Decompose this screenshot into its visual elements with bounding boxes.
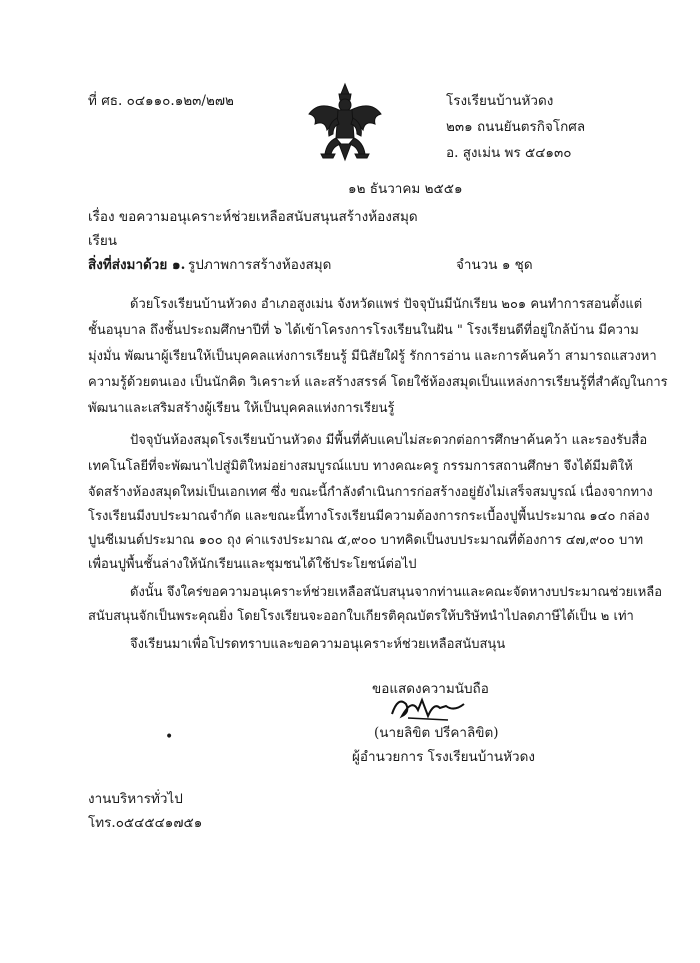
paragraph-line: ความรู้ด้วยตนเอง เป็นนักคิด วิเคราะห์ และสร้างสรรค์ โดยใช้ห้องสมุดเป็นแหล่งการเรียนรู้ที่สำคัญในการ [88,375,668,390]
signer-name: (นายลิขิต ปรีคาลิขิต) [374,725,499,741]
paragraph-line: ชั้นอนุบาล ถึงชั้นประถมศึกษาปีที่ ๖ ได้เข้าโครงการโรงเรียนในฝัน " โรงเรียนดีที่อยู่ใกล้บ้าน มีความ [88,323,639,338]
salutation: เรียน [88,233,118,249]
paragraph-line: มุ่งมั่น พัฒนาผู้เรียนให้เป็นบุคคลแห่งการเรียนรู้ มีนิสัยใฝ่รู้ รักการอ่าน และการค้นคว้า สามารถแสวงหา [88,349,657,364]
enclosure-label: สิ่งที่ส่งมาด้วย ๑. [88,257,186,273]
paragraph-line: สนับสนุนจักเป็นพระคุณยิ่ง โดยโรงเรียนจะออกใบเกียรติคุณบัตรให้บริษัทนำไปลดภาษีได้เป็น ๒ เท่า [88,609,634,624]
paragraph-line: โรงเรียนมีงบประมาณจำกัด และขณะนี้ทางโรงเรียนมีความต้องการกระเบื้องปูพื้นประมาณ ๑๔๐ กล่อง [88,509,650,524]
school-district: อ. สูงเม่น พร ๕๔๑๓๐ [446,145,572,161]
paragraph-line: พัฒนาและเสริมสร้างผู้เรียน ให้เป็นบุคคลแห่งการเรียนรู้ [88,401,395,416]
school-name: โรงเรียนบ้านหัวดง [446,93,554,109]
paragraph-line: ดังนั้น จึงใคร่ขอความอนุเคราะห์ช่วยเหลือสนับสนุนจากท่านและคณะจัดหางบประมาณช่วยเหลือ [130,585,663,600]
school-street: ๒๓๑ ถนนยันตรกิจโกศล [446,119,586,135]
paragraph-line: ด้วยโรงเรียนบ้านหัวดง อำเภอสูงเม่น จังหวัดแพร่ ปัจจุบันมีนักเรียน ๒๐๑ คนทำการสอนตั้งแต่ [130,297,643,312]
paragraph-line: เพื่อนปูพื้นชั้นล่างให้นักเรียนและชุมชนได้ใช้ประโยชน์ต่อไป [88,557,417,572]
subject-line: เรื่อง ขอความอนุเคราะห์ช่วยเหลือสนับสนุนสร้างห้องสมุด [88,209,418,225]
paragraph-line: จึงเรียนมาเพื่อโปรดทราบและขอความอนุเคราะห์ช่วยเหลือสนับสนุน [130,637,506,652]
closing: ขอแสดงความนับถือ [372,681,489,697]
enclosure-item: รูปภาพการสร้างห้องสมุด [188,257,332,273]
enclosure-quantity: จำนวน ๑ ชุด [456,257,533,273]
stray-dot: • [165,729,174,745]
garuda-emblem-icon [305,80,385,170]
paragraph-line: ปัจจุบันห้องสมุดโรงเรียนบ้านหัวดง มีพื้นที่คับแคบไม่สะดวกต่อการศึกษาค้นคว้า และรองรับสื่อ [130,433,648,448]
department: งานบริหารทั่วไป [88,791,183,807]
paragraph-line: ปูนซีเมนต์ประมาณ ๑๐๐ ถุง ค่าแรงประมาณ ๕,๙๐๐ บาทคิดเป็นงบประมาณที่ต้องการ ๔๗,๙๐๐ บาท [88,533,644,548]
phone: โทร.๐๕๔๕๔๑๗๕๑ [88,815,203,831]
signature-mark [388,690,468,724]
signer-title: ผู้อำนวยการ โรงเรียนบ้านหัวดง [352,749,535,765]
letter-date: ๑๒ ธันวาคม ๒๕๕๑ [348,181,463,197]
document-number: ที่ ศธ. ๐๔๑๑๐.๑๒๓/๒๗๒ [88,93,234,109]
paragraph-line: เทคโนโลยีที่จะพัฒนาไปสู่มิติใหม่อย่างสมบูรณ์แบบ ทางคณะครู กรรมการสถานศึกษา จึงได้มีมติให้ [88,459,633,474]
paragraph-line: จัดสร้างห้องสมุดใหม่เป็นเอกเทศ ซึ่ง ขณะนี้กำลังดำเนินการก่อสร้างอยู่ยังไม่เสร็จสมบูรณ์ เนื่องจากทาง [88,485,653,500]
